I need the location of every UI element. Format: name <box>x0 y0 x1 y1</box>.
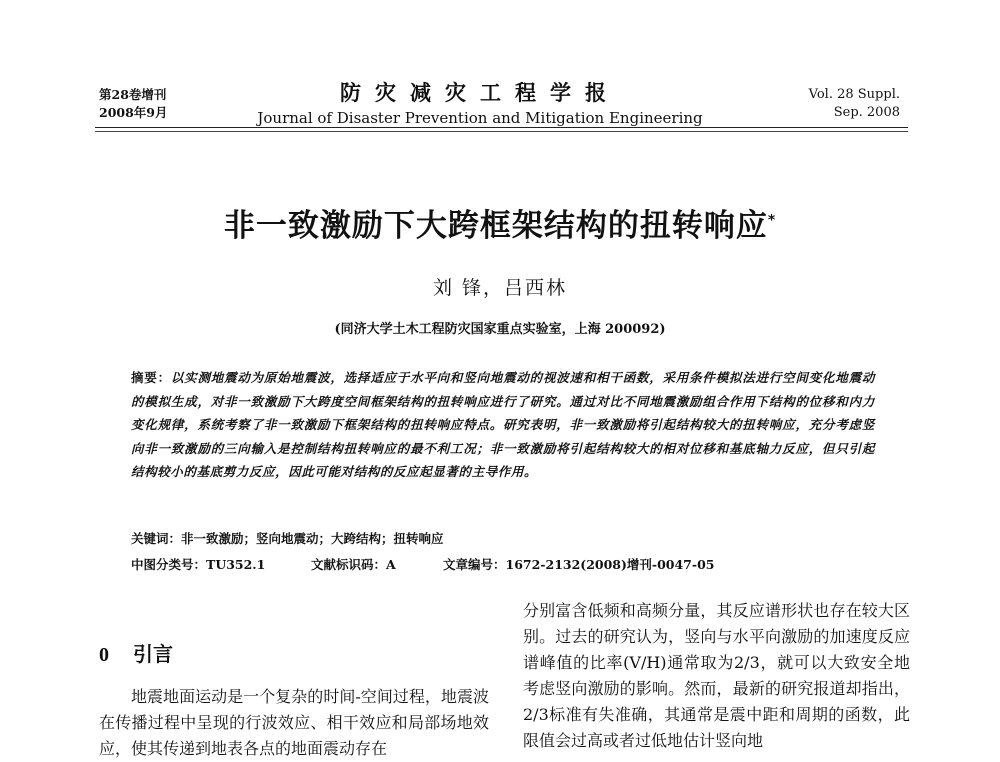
header-left <box>99 86 168 122</box>
abstract <box>131 366 875 484</box>
date-en: Sep. 2008 <box>833 105 900 120</box>
keywords-text: 非一致激励；竖向地震动；大跨结构；扭转响应 <box>181 531 444 546</box>
section-heading <box>99 638 173 667</box>
journal-name-cn: 防灾减灾工程学报 <box>340 80 620 105</box>
article-no-field <box>443 555 714 573</box>
paper-title-text: 非一致激励下大跨框架结构的扭转响应 <box>223 208 768 244</box>
section-number: 0 <box>99 644 109 666</box>
header-right <box>809 86 900 122</box>
paper-title <box>100 200 900 245</box>
doc-code-label: 文献标识码： <box>311 557 387 572</box>
volume-cn: 第28卷增刊 <box>99 87 167 102</box>
title-footnote-mark: * <box>767 212 777 229</box>
paper-affiliation: (同济大学土木工程防灾国家重点实验室，上海 200092) <box>334 322 666 337</box>
journal-name-en: Journal of Disaster Prevention and Mitigation Engineering <box>257 109 703 127</box>
classification-line <box>131 555 875 573</box>
body-right-column: 分别富含低频和高频分量，其反应谱形状也存在较大区别。过去的研究认为，竖向与水平向激励的加速度反应谱峰值的比率(V/H)通常取为2/3，就可以大致安全地考虑竖向激励的影响。然而，最新的研究报道却指出，2/3标准有失准确，其通常是震中距和周期的函数，此限值会过高或者过低地估计竖向地 <box>523 601 910 750</box>
header-rule-thin <box>95 131 908 132</box>
date-cn: 2008年9月 <box>99 105 168 120</box>
volume-en: Vol. 28 Suppl. <box>808 87 900 102</box>
clc-value: TU352.1 <box>206 557 266 572</box>
article-no-value: 1672-2132(2008)增刊-0047-05 <box>505 557 715 572</box>
doc-code-field <box>311 555 443 573</box>
paper-authors: 刘 锋，吕西林 <box>432 277 568 299</box>
doc-code-value: A <box>386 557 396 572</box>
abstract-text: 以实测地震动为原始地震波，选择适应于水平向和竖向地震动的视波速和相干函数，采用条件模拟法进行空间变化地震动的模拟生成，对非一致激励下大跨度空间框架结构的扭转响应进行了研究。通过对比不同地震激励组合作用下结构的位移和内力变化规律，系统考察了非一致激励下框架结构的扭转响应特点。研究表明，非一致激励将引起结构较大的扭转响应，充分考虑竖向非一致激励的三向输入是控制结构扭转响应的最不利工况；非一致激励将引起结构较大的相对位移和基底轴力反应，但只引起结构较小的基底剪力反应，因此可能对结构的反应起显著的主导作用。 <box>131 370 875 479</box>
keywords <box>131 529 875 547</box>
header-rule-thick <box>95 127 908 128</box>
abstract-label: 摘要： <box>131 370 171 385</box>
clc-field <box>131 555 311 573</box>
body-left-column: 地震地面运动是一个复杂的时间-空间过程，地震波在传播过程中呈现的行波效应、相干效应和局部场地效应，使其传递到地表各点的地面震动存在 <box>99 687 489 758</box>
header-journal <box>245 80 715 128</box>
article-no-label: 文章编号： <box>443 557 506 572</box>
clc-label: 中图分类号： <box>131 557 207 572</box>
keywords-label: 关键词： <box>131 531 182 546</box>
section-title: 引言 <box>133 642 173 666</box>
